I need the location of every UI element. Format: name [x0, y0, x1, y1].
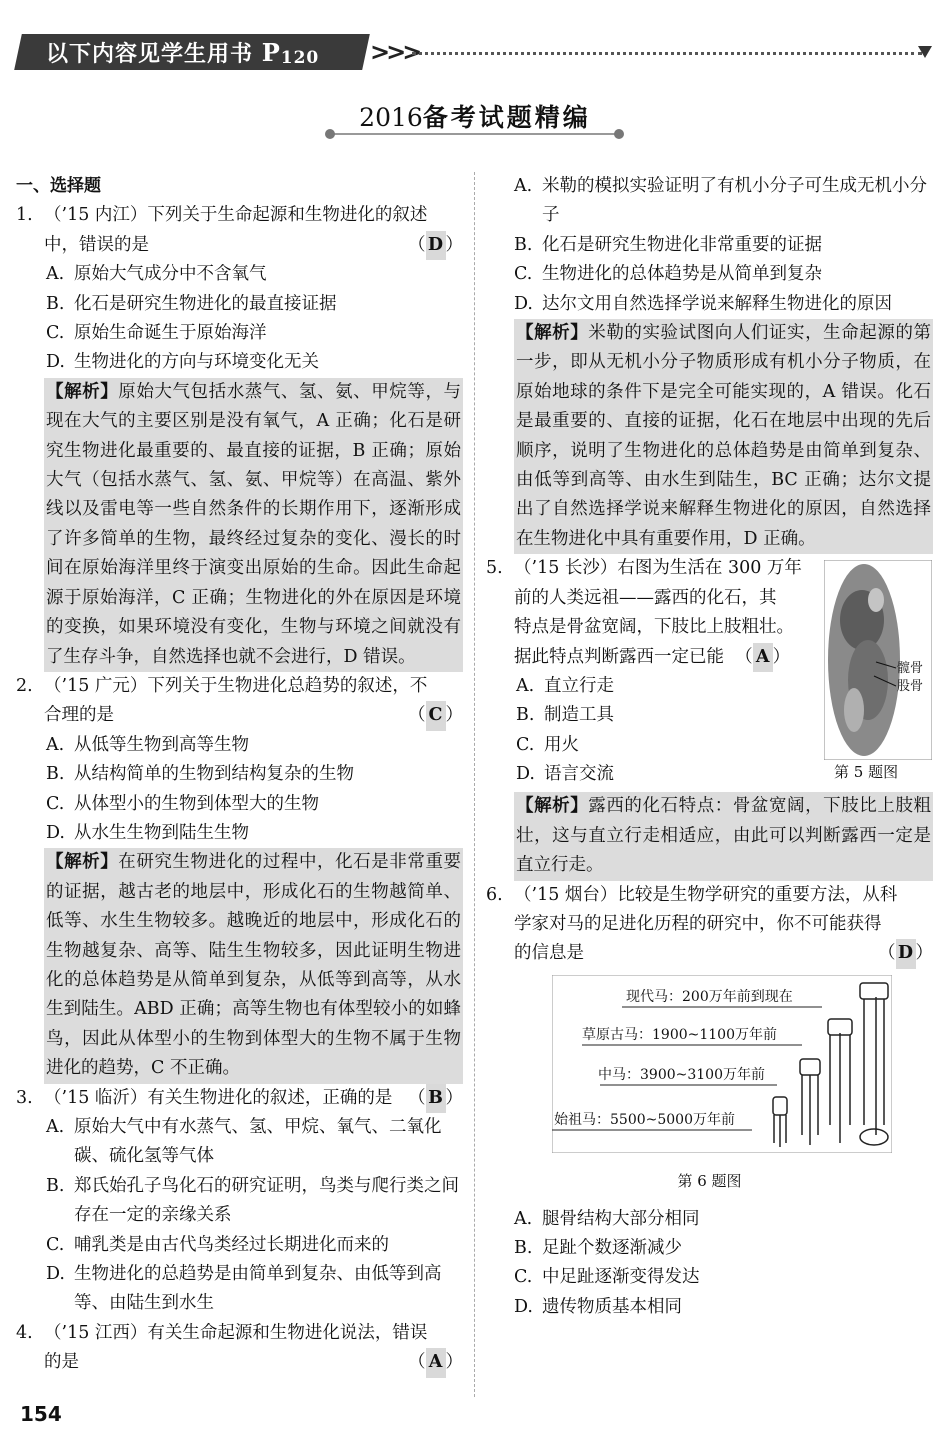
- option-text: 郑氏始孔子鸟化石的研究证明，鸟类与爬行类之间存在一定的亲缘关系: [74, 1175, 459, 1226]
- option-text: 哺乳类是由古代鸟类经过长期进化而来的: [74, 1234, 389, 1255]
- right-column: [486, 172, 933, 1322]
- option-label: A.: [514, 1208, 533, 1229]
- question-number: 4.: [16, 1322, 33, 1343]
- answer-letter: A: [426, 1348, 446, 1377]
- option: [16, 790, 463, 819]
- page-ref: [262, 38, 320, 67]
- answer-box: （ A ）: [408, 1348, 463, 1377]
- explanation: [514, 792, 933, 880]
- figure-caption: 第 5 题图: [834, 763, 899, 782]
- question-stem: （’15 广元）下列关于生物进化总趋势的叙述，不: [44, 675, 428, 696]
- option: [486, 731, 816, 760]
- question-number: 5.: [486, 558, 503, 579]
- title-underline: [330, 133, 620, 135]
- option: [486, 290, 933, 319]
- option-text: 生物进化的总趋势是由简单到复杂、由低等到高等、由陆生到水生: [74, 1264, 442, 1314]
- option-label: D.: [46, 352, 65, 373]
- question-6: [486, 881, 933, 1323]
- option-label: A.: [514, 176, 533, 196]
- header-dotted-line: [412, 52, 922, 55]
- option-label: A.: [516, 675, 535, 696]
- answer-letter: B: [426, 1084, 446, 1113]
- option: [16, 319, 463, 348]
- header-banner: [46, 36, 319, 70]
- option-label: B.: [516, 705, 535, 726]
- option-text: 原始生命诞生于原始海洋: [74, 323, 267, 344]
- option-label: D.: [514, 1296, 533, 1317]
- question-stem-cont: 前的人类远祖——露西的化石，其: [514, 587, 777, 608]
- option: [16, 348, 463, 377]
- option-text: 原始大气成分中不含氧气: [74, 264, 267, 285]
- explanation-tag: 【解析】: [46, 852, 119, 873]
- option-label: C.: [514, 1267, 533, 1288]
- option-text: 用火: [544, 734, 579, 755]
- option-text: 从低等生物到高等生物: [74, 734, 249, 755]
- option-text: 达尔文用自然选择学说来解释生物进化的原因: [542, 293, 892, 314]
- explanation-tag: 【解析】: [516, 796, 589, 817]
- answer-box: （ B ）: [408, 1084, 463, 1113]
- option-label: B.: [46, 293, 65, 314]
- option-text: 腿骨结构大部分相同: [542, 1208, 700, 1229]
- option-label: D.: [514, 293, 533, 314]
- title-dot-left: [325, 129, 335, 139]
- option-label: C.: [46, 323, 65, 344]
- option-label: C.: [46, 1234, 65, 1255]
- option: [486, 701, 816, 730]
- option: [486, 1263, 933, 1292]
- option: [486, 672, 816, 701]
- column-divider: [474, 172, 475, 1397]
- option-label: C.: [514, 264, 533, 285]
- question-stem-cont: 据此特点判断露西一定已能: [514, 646, 724, 667]
- answer-letter: C: [426, 701, 446, 730]
- fig6-label-mesohippus: 中马：3900~3100万年前: [598, 1066, 765, 1083]
- fig6-label-modern-horse: 现代马：200万年前到现在: [626, 988, 793, 1005]
- figure-caption: 第 6 题图: [677, 1172, 742, 1191]
- option-text: 中足趾逐渐变得发达: [542, 1267, 700, 1288]
- question-stem: （’15 烟台）比较是生物学研究的重要方法，从科: [514, 884, 898, 905]
- option: [486, 1205, 933, 1234]
- option-label: D.: [46, 822, 65, 843]
- question-stem-cont: 特点是骨盆宽阔，下肢比上肢粗壮。: [514, 617, 794, 638]
- fig5-label-hipbone: 髋骨: [897, 661, 924, 677]
- answer-box: （ C ）: [408, 701, 463, 730]
- option: [16, 760, 463, 789]
- option-text: 米勒的模拟实验证明了有机小分子可生成无机小分子: [542, 176, 927, 226]
- question-2: [16, 672, 463, 1084]
- option: [486, 172, 933, 231]
- question-number: 2.: [16, 675, 33, 696]
- option: [16, 1172, 463, 1231]
- question-4-continued: [486, 172, 933, 554]
- fig6-label-merychippus: 草原古马：1900~1100万年前: [582, 1026, 777, 1043]
- answer-letter: A: [753, 643, 773, 672]
- explanation-text: 原始大气包括水蒸气、氢、氨、甲烷等，与现在大气的主要区别是没有氧气，A 正确；化石是研究生物进化最重要的、最直接的证据，B 正确；原始大气（包括水蒸气、氢、氨、甲烷等）在高温、紫外线以及雷电等一些自然条件的长期作用下，逐渐形成了许多简单的生物，最终经过复杂的变化、漫长的时间在原始海洋里终于演变出原始的生命。因此生命起源于原始海洋，C 正确；生物进化的外在原因是环境的变换，如果环境没有变化，生物与环境之间就没有了生存斗争，自然选择也就不会进行，D 错误。: [46, 381, 462, 667]
- option: [16, 1113, 463, 1172]
- option-text: 原始大气中有水蒸气、氢、甲烷、氧气、二氧化碳、硫化氢等气体: [74, 1117, 442, 1167]
- question-stem-cont: 学家对马的足进化历程的研究中，你不可能获得: [514, 913, 882, 934]
- option-text: 从体型小的生物到体型大的生物: [74, 793, 319, 814]
- answer-box: （ D ）: [408, 231, 463, 260]
- option: [16, 731, 463, 760]
- answer-letter: D: [426, 231, 446, 260]
- option-text: 从水生生物到陆生生物: [74, 822, 249, 843]
- question-stem: （’15 内江）下列关于生命起源和生物进化的叙述: [44, 205, 428, 226]
- option-text: 遗传物质基本相同: [542, 1296, 682, 1317]
- option-text: 生物进化的方向与环境变化无关: [74, 352, 319, 373]
- explanation-text: 露西的化石特点：骨盆宽阔，下肢比上肢粗壮，这与直立行走相适应，由此可以判断露西一定是直立行走。: [516, 796, 932, 876]
- explanation-text: 在研究生物进化的过程中，化石是非常重要的证据，越古老的地层中，形成化石的生物越简单、低等、水生生物较多。越晚近的地层中，形成化石的生物越复杂、高等、陆生生物较多，因此证明生物进化的总体趋势是从简单到复杂，从低等到高等，从水生到陆生。ABD 正确；高等生物也有体型较小的如蜂鸟，因此从体型小的生物到体型大的生物不属于生物进化的趋势，C 不正确。: [46, 852, 462, 1079]
- option-text: 足趾个数逐渐减少: [542, 1237, 682, 1258]
- option-label: A.: [46, 1117, 65, 1137]
- section-title: [330, 98, 620, 134]
- option-text: 制造工具: [544, 705, 614, 726]
- fig6-label-eohippus: 始祖马：5500~5000万年前: [554, 1111, 735, 1128]
- option: [16, 1260, 463, 1319]
- option-label: D.: [46, 1264, 65, 1285]
- option: [16, 290, 463, 319]
- option: [486, 1293, 933, 1322]
- question-number: 6.: [486, 884, 503, 905]
- option-label: B.: [46, 1175, 65, 1196]
- question-1: [16, 201, 463, 672]
- option: [16, 260, 463, 289]
- part-heading: 一、选择题: [16, 176, 101, 196]
- option-label: D.: [516, 764, 535, 785]
- option-text: 从结构简单的生物到结构复杂的生物: [74, 764, 354, 785]
- section-title-text: 备考试题精编: [422, 103, 591, 132]
- answer-letter: D: [896, 939, 916, 968]
- option-text: 生物进化的总体趋势是从简单到复杂: [542, 264, 822, 285]
- option-label: C.: [46, 793, 65, 814]
- option: [486, 760, 816, 789]
- banner-text: 以下内容见学生用书: [46, 42, 254, 67]
- explanation-text: 米勒的实验试图向人们证实，生命起源的第一步，即从无机小分子物质形成有机小分子物质，在原始地球的条件下是完全可能实现的，A 错误。化石是最重要的、直接的证据，化石在地层中出现的先后顺序，说明了生物进化的总体趋势是由简单到复杂、由低等到高等、由水生到陆生，BC 正确；达尔文提出了自然选择学说来解释生物进化的原因，自然选择在生物进化中具有重要作用，D 正确。: [516, 323, 932, 549]
- option-label: A.: [46, 264, 65, 285]
- fig5-label-femur: 股骨: [897, 679, 924, 695]
- explanation-tag: 【解析】: [46, 381, 119, 402]
- question-stem-cont: 的是: [44, 1352, 79, 1373]
- question-3: [16, 1084, 463, 1319]
- explanation-tag: 【解析】: [516, 323, 589, 344]
- answer-box: （ D ）: [878, 939, 933, 968]
- option: [486, 231, 933, 260]
- explanation: [44, 848, 463, 1083]
- question-stem: （’15 江西）有关生命起源和生物进化说法，错误: [44, 1322, 428, 1343]
- option: [486, 1234, 933, 1263]
- question-5: [486, 554, 933, 792]
- question-stem-cont: 合理的是: [44, 705, 114, 726]
- question-number: 1.: [16, 205, 33, 226]
- explanation: [44, 378, 463, 672]
- question-stem-cont: 中，错误的是: [44, 234, 149, 255]
- page-ref-prefix: P: [261, 38, 281, 67]
- option-text: 直立行走: [544, 675, 614, 696]
- left-column: [16, 172, 463, 1378]
- page-ref-num: 120: [280, 48, 320, 68]
- question-stem-cont: 的信息是: [514, 943, 584, 964]
- question-4: [16, 1319, 463, 1378]
- triangle-down-icon: [918, 46, 932, 58]
- explanation: [514, 319, 933, 554]
- option-text: 化石是研究生物进化的最直接证据: [74, 293, 337, 314]
- question-stem: （’15 临沂）有关生物进化的叙述，正确的是: [44, 1087, 393, 1108]
- option-text: 语言交流: [544, 764, 614, 785]
- option-label: B.: [514, 234, 533, 255]
- option: [486, 260, 933, 289]
- page-number: 154: [20, 1402, 62, 1426]
- option: [16, 819, 463, 848]
- section-title-year: 2016: [359, 103, 423, 132]
- option-label: B.: [514, 1237, 533, 1258]
- option-label: C.: [516, 734, 535, 755]
- horse-foot-evolution-figure: [552, 975, 892, 1153]
- question-number: 3.: [16, 1087, 33, 1108]
- question-stem: （’15 长沙）右图为生活在 300 万年: [514, 558, 802, 579]
- title-dot-right: [614, 129, 624, 139]
- lucy-fossil-figure: [824, 560, 932, 760]
- option-label: A.: [46, 734, 65, 755]
- option: [16, 1231, 463, 1260]
- answer-box: （ A ）: [735, 643, 790, 672]
- chevron-right-icon: >>>: [370, 38, 419, 66]
- option-text: 化石是研究生物进化非常重要的证据: [542, 234, 822, 255]
- option-label: B.: [46, 764, 65, 785]
